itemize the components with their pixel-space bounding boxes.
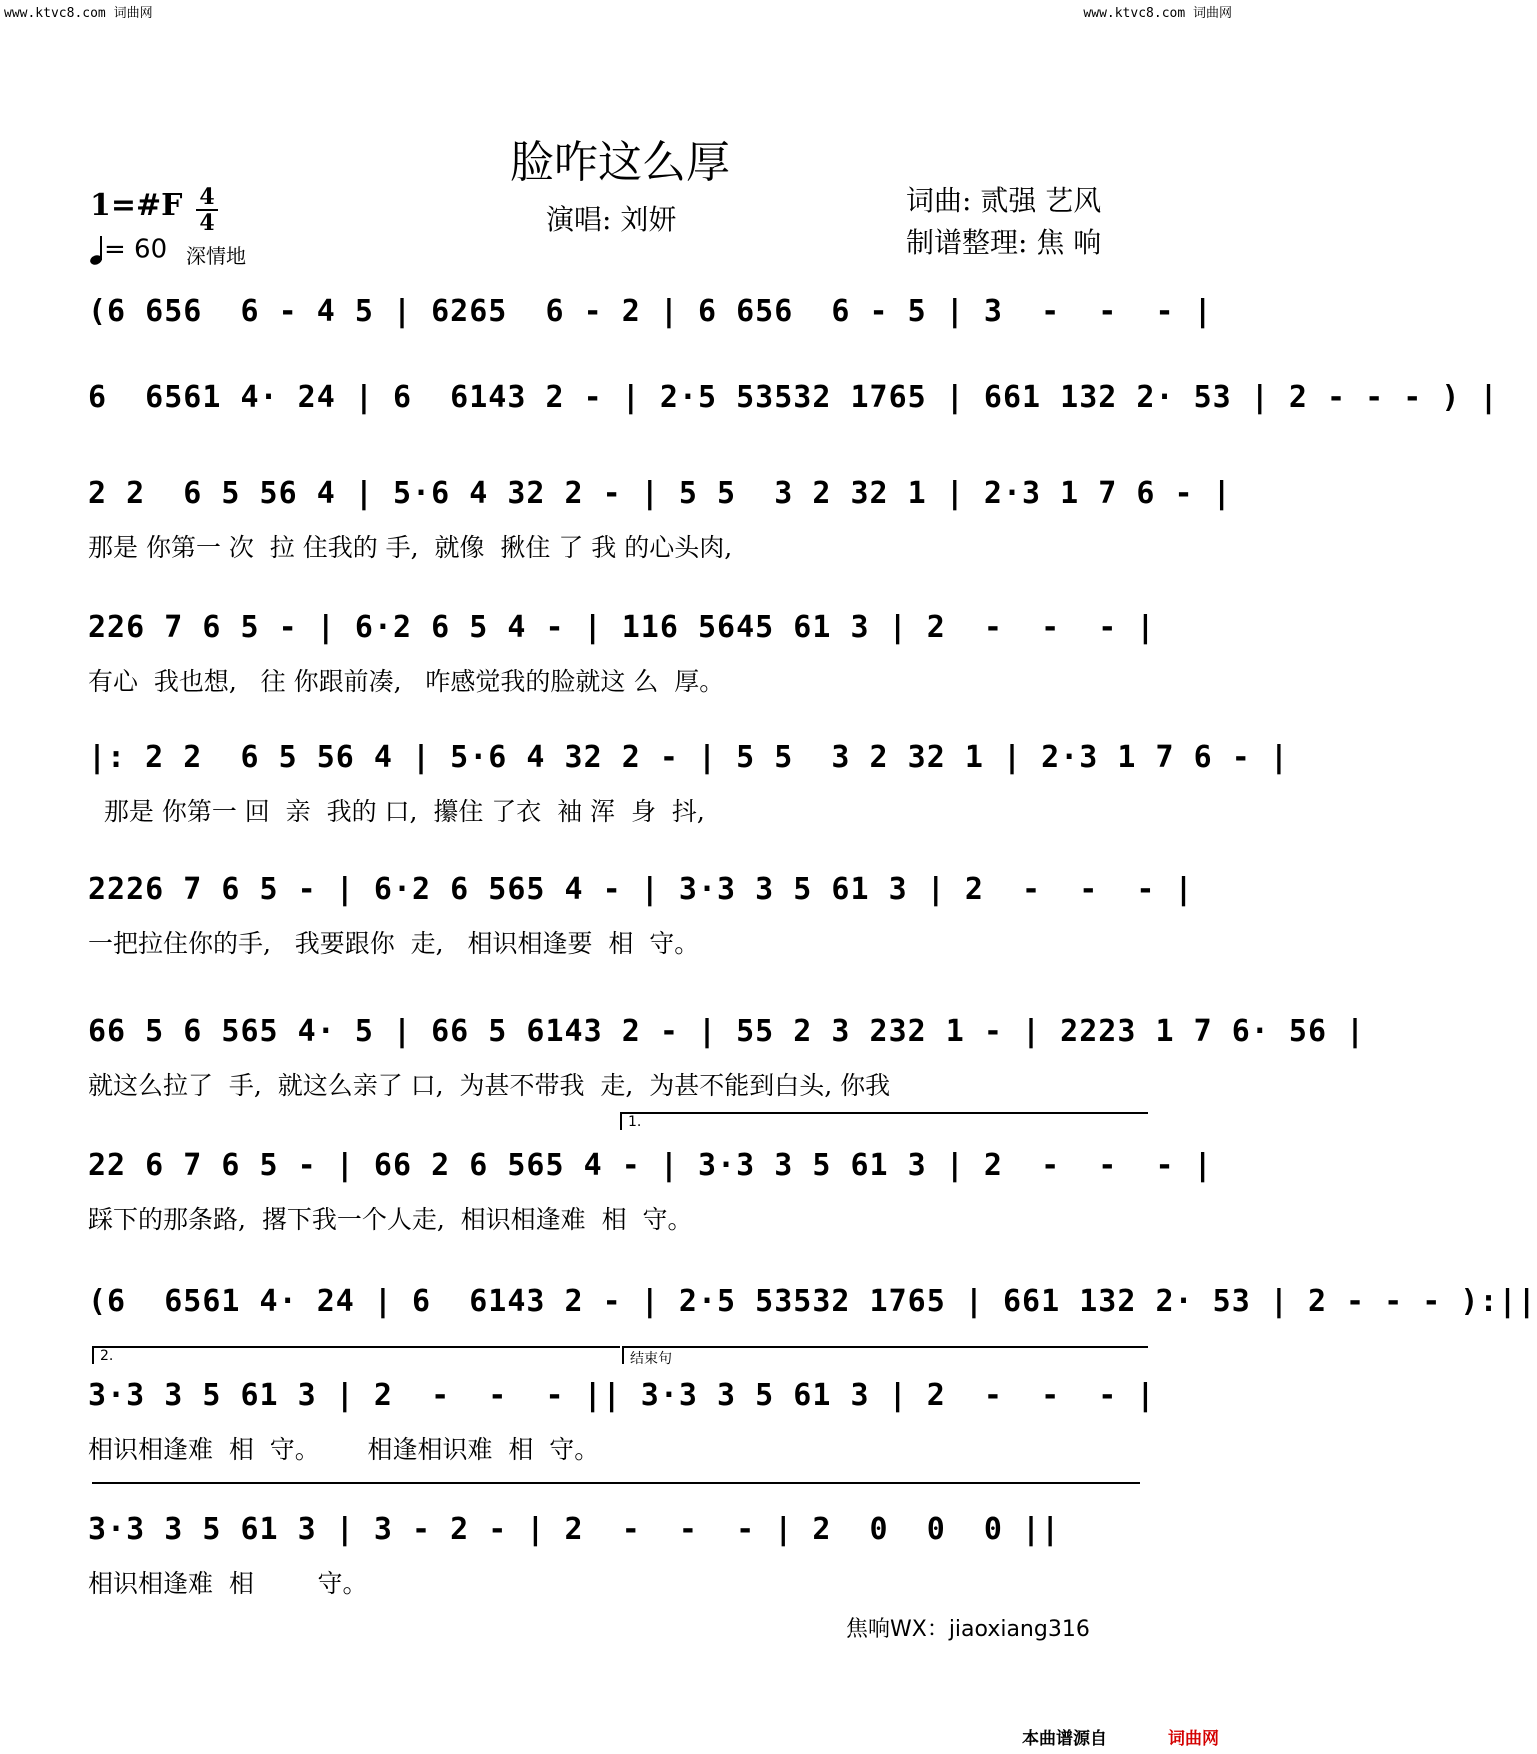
volta-first: 1.: [620, 1112, 1148, 1130]
site-logo[interactable]: 词曲网: [1168, 1729, 1219, 1749]
notes-line: 3·3 3 5 61 3 | 3 - 2 - | 2 - - - | 2 0 0 0 ||: [88, 1512, 1061, 1547]
song-title: 脸咋这么厚: [510, 137, 730, 188]
arranger-contact: 焦响WX：jiaoxiang316: [846, 1617, 1090, 1642]
expression-marking: 深情地: [186, 244, 246, 268]
volta-second: 2.: [92, 1346, 620, 1364]
notes-line: 2 2 6 5 56 4 | 5·6 4 32 2 - | 5 5 3 2 32 1 | 2·3 1 7 6 - |: [88, 476, 1232, 511]
notes-line: 2226 7 6 5 - | 6·2 6 565 4 - | 3·3 3 5 61 3 | 2 - - - |: [88, 872, 1194, 907]
notes-line: 66 5 6 565 4· 5 | 66 5 6143 2 - | 55 2 3 232 1 - | 2223 1 7 6· 56 |: [88, 1014, 1366, 1049]
lyrics-line: 那是 你第一 次 拉 住我的 手, 就像 揪住 了 我 的心头肉,: [88, 533, 733, 562]
source-note: 本曲谱源自: [1022, 1729, 1107, 1749]
credit-lyrics-music: 词曲: 贰强 艺风: [906, 184, 1102, 217]
notes-line: (6 656 6 - 4 5 | 6265 6 - 2 | 6 656 6 - 5 | 3 - - - |: [88, 294, 1213, 329]
time-signature: [196, 186, 218, 234]
credits: [906, 180, 1101, 264]
lyrics-line: 那是 你第一 回 亲 我的 口, 攥住 了衣 袖 浑 身 抖,: [88, 797, 705, 826]
coda-bracket: [92, 1482, 1140, 1484]
notes-line: 6 6561 4· 24 | 6 6143 2 - | 2·5 53532 1765 | 661 132 2· 53 | 2 - - - ) |: [88, 380, 1499, 415]
meter-bottom: 4: [199, 210, 215, 236]
header-left: www.ktvc8.com 词曲网: [4, 6, 153, 21]
tempo-value: = 60: [104, 234, 168, 265]
lyrics-line: 相识相逢难 相 守。 相逢相识难 相 守。: [88, 1435, 600, 1464]
notes-line: 226 7 6 5 - | 6·2 6 5 4 - | 116 5645 61 3 | 2 - - - |: [88, 610, 1156, 645]
notes-line: (6 6561 4· 24 | 6 6143 2 - | 2·5 53532 1765 | 661 132 2· 53 | 2 - - - ):||: [88, 1284, 1537, 1319]
notes-line: |: 2 2 6 5 56 4 | 5·6 4 32 2 - | 5 5 3 2 32 1 | 2·3 1 7 6 - |: [88, 740, 1289, 775]
singer: 演唱: 刘妍: [546, 203, 677, 236]
quarter-note-icon: [88, 234, 104, 266]
lyrics-line: 一把拉住你的手, 我要跟你 走, 相识相逢要 相 守。: [88, 929, 700, 958]
credit-arranger: 制谱整理: 焦 响: [906, 226, 1102, 259]
ending-bracket: 结束句: [622, 1346, 1148, 1364]
tempo-marking: [88, 234, 167, 266]
lyrics-line: 相识相逢难 相 守。: [88, 1569, 368, 1598]
notes-line: 3·3 3 5 61 3 | 2 - - - || 3·3 3 5 61 3 | 2 - - - |: [88, 1378, 1156, 1413]
meter-top: 4: [199, 184, 215, 210]
key-signature: 1=#F: [90, 188, 183, 223]
notes-line: 22 6 7 6 5 - | 66 2 6 565 4 - | 3·3 3 5 61 3 | 2 - - - |: [88, 1148, 1213, 1183]
lyrics-line: 有心 我也想, 往 你跟前凑, 咋感觉我的脸就这 么 厚。: [88, 667, 725, 696]
header-right: www.ktvc8.com 词曲网: [1083, 6, 1232, 21]
lyrics-line: 踩下的那条路, 撂下我一个人走, 相识相逢难 相 守。: [88, 1205, 693, 1234]
lyrics-line: 就这么拉了 手, 就这么亲了 口, 为甚不带我 走, 为甚不能到白头, 你我: [88, 1071, 891, 1100]
